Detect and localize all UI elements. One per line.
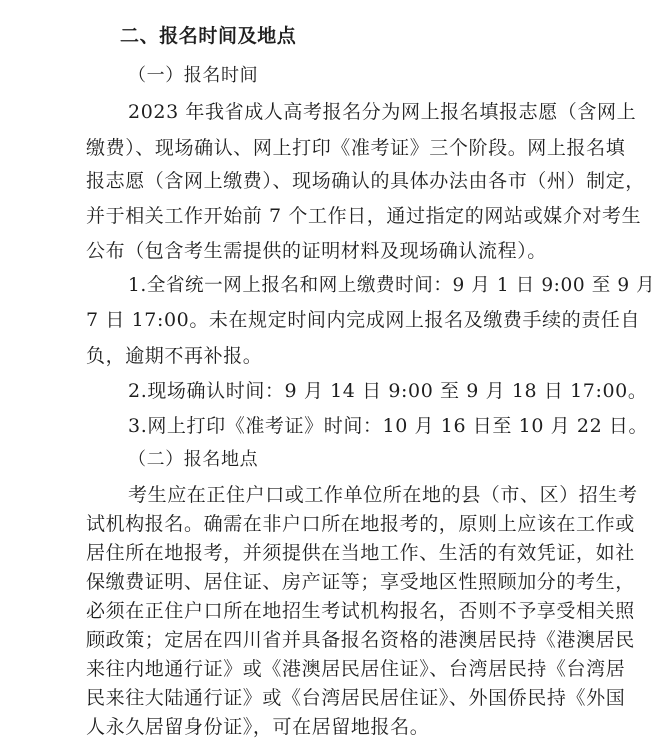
paragraph-line: 试机构报名。确需在非户口所在地报考的，原则上应该在工作或 (86, 513, 635, 535)
subsection-heading-time: （一）报名时间 (128, 65, 259, 86)
paragraph-line: 保缴费证明、居住证、房产证等；享受地区性照顾加分的考生， (86, 571, 635, 593)
paragraph-line: 必须在正住户口所在地招生考试机构报名，否则不予享受相关照 (86, 600, 635, 622)
paragraph-line: 缴费）、现场确认、网上打印《准考证》三个阶段。网上报名填 (86, 137, 626, 159)
paragraph-line: 2023 年我省成人高考报名分为网上报名填报志愿（含网上 (128, 101, 637, 123)
list-item-3: 3.网上打印《准考证》时间：10 月 16 日至 10 月 22 日。 (128, 415, 649, 437)
subsection-heading-place: （二）报名地点 (128, 449, 259, 470)
paragraph-line: 报志愿（含网上缴费）、现场确认的具体办法由各市（州）制定， (86, 170, 645, 192)
list-item-1-line: 7 日 17:00。未在规定时间内完成网上报名及缴费手续的责任自 (86, 309, 641, 331)
paragraph-line: 顾政策；定居在四川省并具备报名资格的港澳居民持《港澳居民 (86, 629, 635, 651)
paragraph-line: 考生应在正住户口或工作单位所在地的县（市、区）招生考 (128, 484, 638, 506)
list-item-1-line: 负，逾期不再补报。 (86, 345, 263, 367)
paragraph-line: 人永久居留身份证》，可在居留地报名。 (86, 716, 430, 738)
paragraph-line: 来往内地通行证》或《港澳居民居住证》、台湾居民持《台湾居 (86, 658, 626, 680)
paragraph-line: 民来往大陆通行证》或《台湾居民居住证》、外国侨民持《外国 (86, 687, 626, 709)
section-heading: 二、报名时间及地点 (120, 25, 297, 47)
paragraph-line: 并于相关工作开始前 7 个工作日，通过指定的网站或媒介对考生 (86, 205, 642, 227)
list-item-1-line: 1.全省统一网上报名和网上缴费时间：9 月 1 日 9:00 至 9 月 (128, 275, 656, 296)
paragraph-line: 公布（包含考生需提供的证明材料及现场确认流程）。 (86, 240, 547, 262)
paragraph-line: 居住所在地报考，并须提供在当地工作、生活的有效凭证，如社 (86, 542, 635, 564)
list-item-2: 2.现场确认时间：9 月 14 日 9:00 至 9 月 18 日 17:00。 (128, 380, 648, 402)
